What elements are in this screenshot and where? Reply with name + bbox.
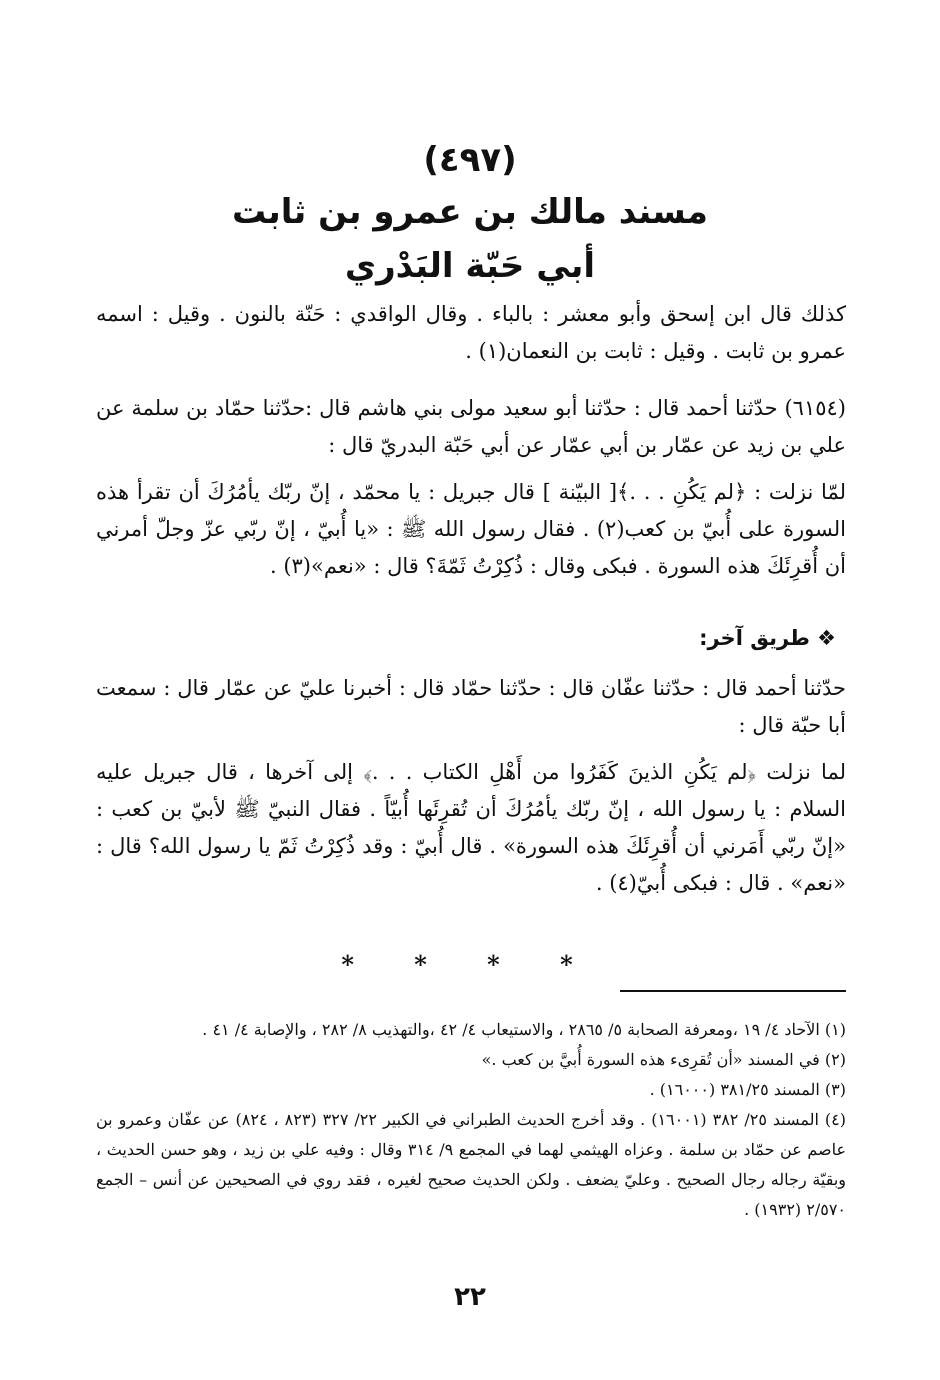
hadith-2-block (96, 670, 846, 902)
page-number: ٢٢ (454, 1282, 486, 1312)
footnote-4: (٤) المسند ٢٥/ ٣٨٢ (١٦٠٠١) . وقد أخرج الحديث الطبراني في الكبير ٢٢/ ٣٢٧ (٨٢٣ ، ٨٢٤) عن عفّان وعمرو بن عاصم عن حمّاد بن سلمة . وعزاه الهيثمي لهما في المجمع ٩/ ٣١٤ وقال : وفيه علي بن زيد ، وهو حسن الحديث ، وبقيّة رجاله رجال الصحيح . وعليّ يضعف . ولكن الحديث صحيح لغيره ، فقد روي في الصحيحين عن أنس – الجمع ٢/٥٧٠ (١٩٣٢) . (96, 1110, 847, 1219)
hadith-2-isnad: حدّثنا أحمد قال : حدّثنا عفّان قال : حدّثنا حمّاد قال : أخبرنا عليّ عن عمّار قال : سمعت أبا حبّة قال : (96, 676, 846, 737)
footnote-separator-line (620, 990, 846, 992)
entry-subtitle: أبي حَبّة البَدْري (344, 246, 596, 286)
entry-title: مسند مالك بن عمرو بن ثابت (232, 192, 708, 232)
footnote-3: (٣) المسند ٣٨١/٢٥ (١٦٠٠٠) . (649, 1080, 846, 1099)
footnotes (96, 1015, 846, 1225)
hadith-1-block (96, 390, 846, 585)
intro-block (96, 296, 846, 370)
footnote-1: (١) الآحاد ٤/ ١٩ ،ومعرفة الصحابة ٥/ ٢٨٦٥ ، والاستيعاب ٤/ ٤٢ ،والتهذيب ٨/ ٢٨٢ ، والإصابة ٤/ ٤١ . (202, 1020, 846, 1039)
separator-stars: * * * * (341, 950, 599, 979)
footnote-2: (٢) في المسند «أن تُقرِىء هذه السورة أُبيَّ بن كعب .» (481, 1050, 846, 1069)
entry-number: (٤٩٧) (423, 140, 517, 180)
intro-paragraph: كذلك قال ابن إسحق وأبو معشر : بالباء . وقال الواقدي : حَنّة بالنون . وقيل : اسمه عمرو بن ثابت . وقيل : ثابت بن النعمان(١) . (96, 302, 846, 363)
hadith-1-matn: لمّا نزلت : ﴿لم يَكُنِ . . .﴾[ البيّنة ] قال جبريل : يا محمّد ، إنّ ربّك يأمُرُكَ أن تقرأ هذه السورة على أُبيّ بن كعب(٢) . فقال رسول الله ﷺ : «يا أُبيّ ، إنّ ربّي عزّ وجلّ أمرني أن أُقرِئَكَ هذه السورة . فبكى وقال : ذُكِرْتُ ثَمّةَ؟ قال : «نعم»(٣) . (96, 480, 846, 578)
section-heading: ❖ طريق آخر: (699, 626, 836, 650)
hadith-2-matn: لما نزلت ﴿لم يَكُنِ الذينَ كَفَرُوا من أَهْلِ الكتاب . . .﴾ إلى آخرها ، قال جبريل عليه السلام : يا رسول الله ، إنّ ربّك يأمُرُكَ أن تُقرِئَها أُبيّاً . فقال النبيّ ﷺ لأبيّ بن كعب : «إنّ ربّي أَمَرني أن أُقرِئَكَ هذه السورة» . قال أُبيّ : وقد ذُكِرْتُ ثَمّ يا رسول الله؟ قال : «نعم» . قال : فبكى أُبيّ(٤) . (96, 760, 846, 895)
hadith-1-isnad: (٦١٥٤) حدّثنا أحمد قال : حدّثنا أبو سعيد مولى بني هاشم قال :حدّثنا حمّاد بن سلمة عن علي بن زيد عن عمّار بن أبي عمّار عن أبي حَبّة البدريّ قال : (96, 396, 846, 457)
